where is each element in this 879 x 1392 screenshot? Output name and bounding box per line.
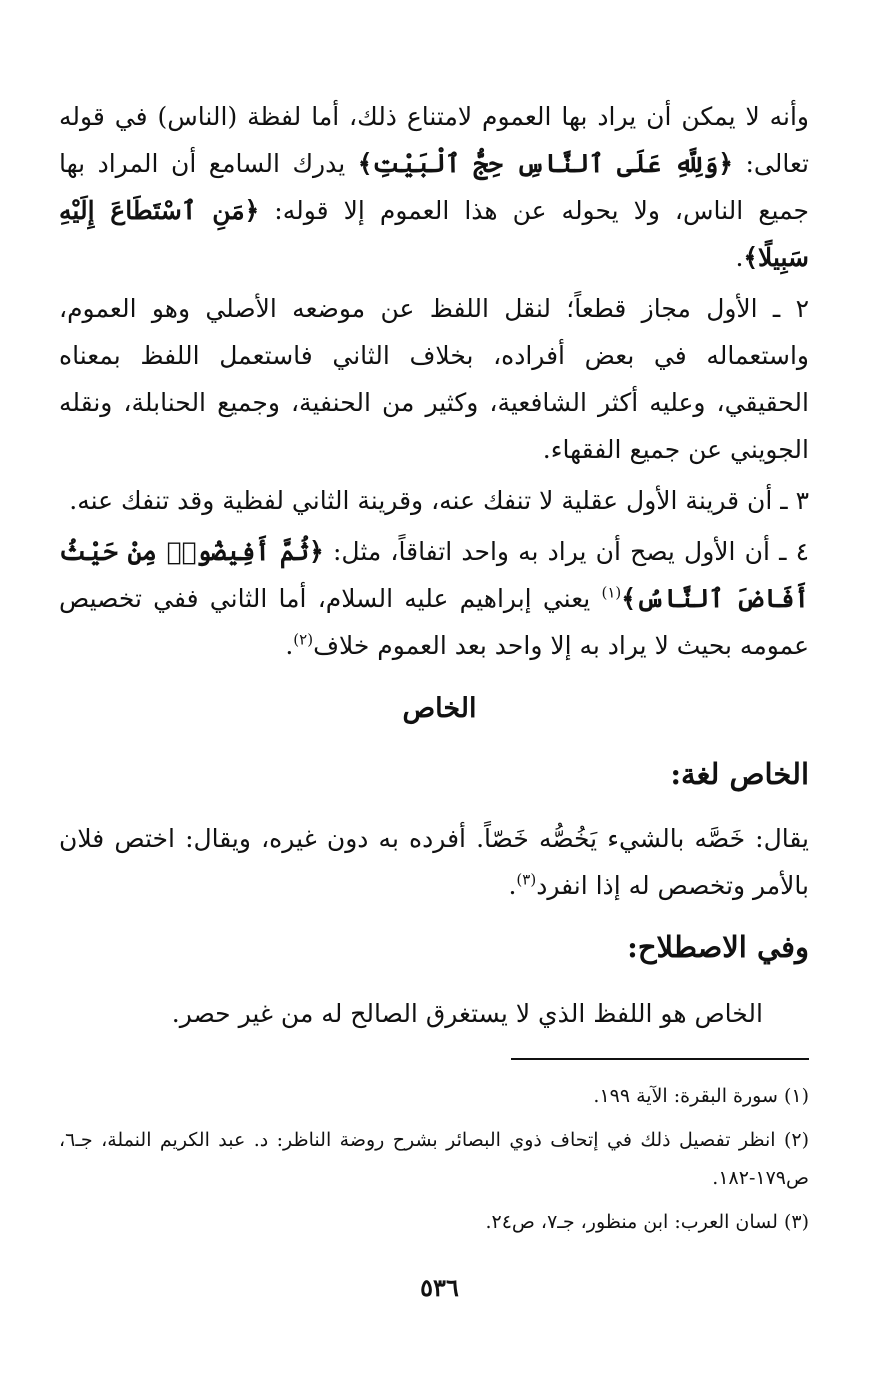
subheading-linguistic: الخاص لغة: (670, 757, 809, 791)
footnote-item: (٢) انظر تفصيل ذلك في إتحاف ذوي البصائر بشرح روضة الناظر: د. عبد الكريم النملة، جـ٦، ص١٧٩-١٨٢. (59, 1129, 809, 1189)
quran-quote: ﴿مَنِ ٱسْتَطَاعَ إِلَيْهِ سَبِيلًا﴾ (59, 196, 809, 272)
quran-quote: ﴿وَلِلَّهِ عَلَى ٱلنَّاسِ حِجُّ ٱلْبَيْتِ﴾ (357, 149, 733, 178)
paragraph-technical-definition (59, 990, 809, 1037)
paragraph-segment: ٣ ـ أن قرينة الأول عقلية لا تنفك عنه، وقرينة الثاني لفظية وقد تنفك عنه. (69, 486, 809, 515)
footnotes (59, 1077, 809, 1247)
paragraph-main: يقال: خَصَّه بالشيء يَخُصُّه خَصّاً. أفرده به دون غيره، ويقال: اختص فلان بالأمر وتخصص له إذا انفرد (59, 824, 809, 900)
paragraph-4 (59, 528, 809, 669)
paragraph-end: . (508, 871, 517, 900)
paragraph-segment: يدرك السامع أن المراد بها جميع الناس، ولا يحوله عن هذا العموم إلا قوله: (59, 149, 809, 225)
footnote-item: (١) سورة البقرة: الآية ١٩٩. (593, 1085, 809, 1107)
paragraph-segment: ٢ ـ الأول مجاز قطعاً؛ لنقل اللفظ عن موضعه الأصلي وهو العموم، واستعماله في بعض أفراده، بخلاف الثاني فاستعمل اللفظ بمعناه الحقيقي، وعليه أكثر الشافعية، وكثير من الحنفية، وجميع الحنابلة، ونقله الجويني عن جميع الفقهاء. (59, 294, 809, 464)
paragraph-2 (59, 285, 809, 473)
paragraph-text: الخاص هو اللفظ الذي لا يستغرق الصالح له من غير حصر. (171, 999, 763, 1028)
quran-quote: ﴿ثُمَّ أَفِيضُوا۟ مِنْ حَيْثُ أَفَاضَ ٱلنَّاسُ﴾ (59, 537, 809, 613)
paragraph-segment: ٤ ـ أن الأول يصح أن يراد به واحد اتفاقاً، مثل: (323, 537, 809, 566)
main-body-text (59, 93, 809, 669)
paragraph-1 (59, 93, 809, 281)
paragraph-segment: وأنه لا يمكن أن يراد بها العموم لامتناع ذلك، أما لفظة (الناس) في قوله تعالى: (59, 102, 809, 178)
paragraph-segment: . (285, 631, 294, 660)
footnote-separator (511, 1058, 809, 1060)
paragraph-segment: . (735, 243, 744, 272)
paragraph-text (59, 815, 809, 909)
page-number: ٥٣٦ (420, 1273, 459, 1302)
section-heading-khas: الخاص (402, 693, 477, 724)
footnote-item: (٣) لسان العرب: ابن منظور، جـ٧، ص٢٤. (485, 1211, 809, 1233)
paragraph-3 (59, 477, 809, 524)
footnote-ref: (١) (601, 583, 622, 602)
paragraph-segment: يعني إبراهيم عليه السلام، أما الثاني ففي تخصيص عمومه بحيث لا يراد به إلا واحد بعد العموم خلاف (59, 584, 809, 660)
footnote-ref: (٢) (293, 630, 314, 649)
subheading-technical: وفي الاصطلاح: (627, 930, 809, 964)
footnote-ref: (٣) (516, 870, 537, 889)
paragraph-linguistic-definition (59, 815, 809, 909)
